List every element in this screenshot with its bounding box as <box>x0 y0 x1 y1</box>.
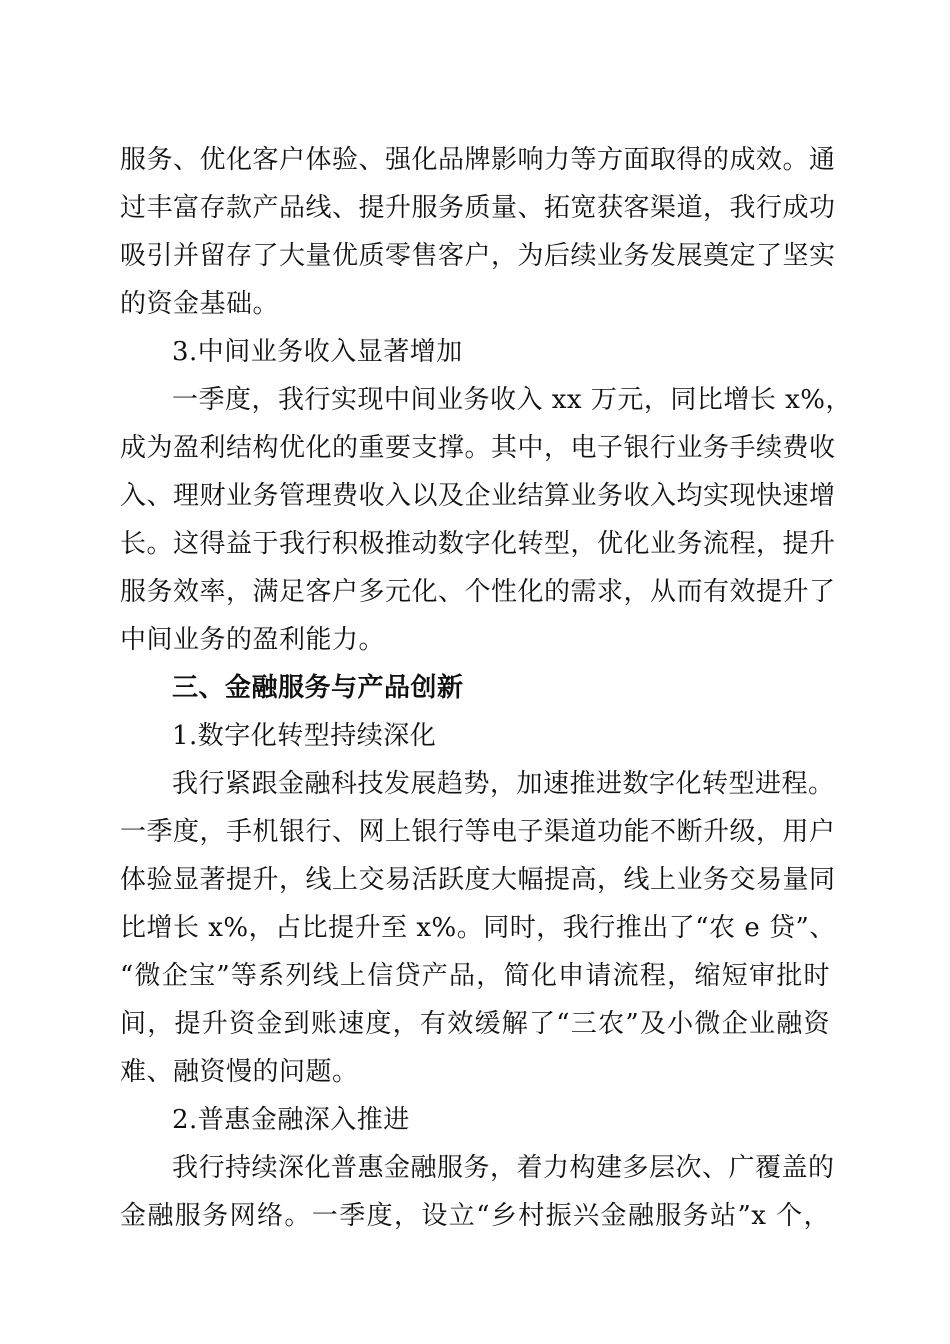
subheading-text: 3.中间业务收入显著增加 <box>172 337 463 367</box>
text-line: 一季度，我行实现中间业务收入 xx 万元，同比增长 x%， <box>172 385 852 415</box>
paragraph-digital-transformation <box>120 760 836 1096</box>
text-line: 我行持续深化普惠金融服务，着力构建多层次、广覆盖的 <box>172 1153 835 1183</box>
paragraph-deposit-conclusion <box>120 136 836 328</box>
section-heading-text: 三、金融服务与产品创新 <box>172 673 464 703</box>
text-line: 间，提升资金到账速度，有效缓解了“三农”及小微企业融资 <box>120 1009 830 1039</box>
text-line: 的资金基础。 <box>120 289 280 319</box>
text-line: 我行紧跟金融科技发展趋势，加速推进数字化转型进程。 <box>172 769 835 799</box>
text-line: 比增长 x%，占比提升至 x%。同时，我行推出了“农 e 贷”、 <box>120 913 836 943</box>
section-heading-financial-services <box>120 664 830 712</box>
text-line: 服务效率，满足客户多元化、个性化的需求，从而有效提升了 <box>120 577 836 607</box>
subheading-digital-transformation <box>120 712 830 760</box>
text-line: 入、理财业务管理费收入以及企业结算业务收入均实现快速增 <box>120 481 836 511</box>
text-line: 一季度，手机银行、网上银行等电子渠道功能不断升级，用户 <box>120 817 836 847</box>
text-line: 吸引并留存了大量优质零售客户，为后续业务发展奠定了坚实 <box>120 241 836 271</box>
subheading-text: 1.数字化转型持续深化 <box>172 721 437 751</box>
text-line: 服务、优化客户体验、强化品牌影响力等方面取得的成效。通 <box>120 145 836 175</box>
document-body <box>120 136 852 1240</box>
subheading-text: 2.普惠金融深入推进 <box>172 1105 410 1135</box>
paragraph-intermediate-income <box>120 376 852 664</box>
text-line: 难、融资慢的问题。 <box>120 1057 359 1087</box>
text-line: 体验显著提升，线上交易活跃度大幅提高，线上业务交易量同 <box>120 865 836 895</box>
text-line: “微企宝”等系列线上信贷产品，简化申请流程，缩短审批时 <box>120 961 830 991</box>
subheading-inclusive-finance <box>120 1096 830 1144</box>
text-line: 过丰富存款产品线、提升服务质量、拓宽获客渠道，我行成功 <box>120 193 836 223</box>
subheading-intermediate-income <box>120 328 830 376</box>
text-line: 长。这得益于我行积极推动数字化转型，优化业务流程，提升 <box>120 529 836 559</box>
text-line: 中间业务的盈利能力。 <box>120 625 386 655</box>
text-line: 金融服务网络。一季度，设立“乡村振兴金融服务站”x 个， <box>120 1201 830 1231</box>
paragraph-inclusive-finance <box>120 1144 835 1240</box>
text-line: 成为盈利结构优化的重要支撑。其中，电子银行业务手续费收 <box>120 433 836 463</box>
